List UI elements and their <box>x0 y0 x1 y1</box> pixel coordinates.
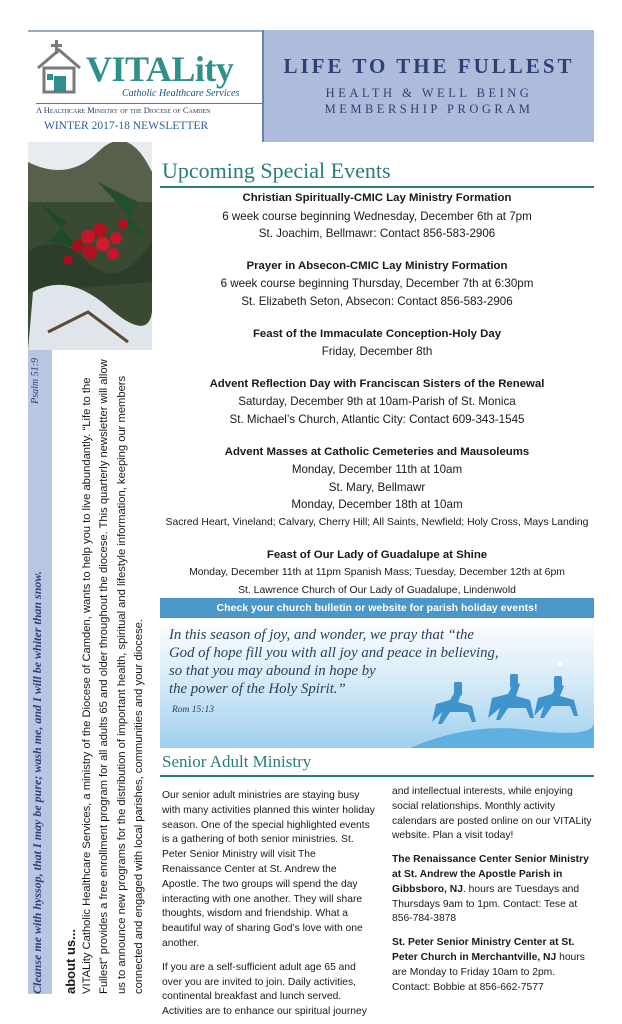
center-details: . hours are Tuesdays and Thursdays 9am to 1pm. Contact: Tese at 856-784-3878 <box>392 883 580 925</box>
event-line: St. Mary, Bellmawr <box>328 480 426 494</box>
logo <box>28 30 262 134</box>
event-item <box>160 258 594 311</box>
senior-paragraph: If you are a self-sufficient adult age 65 and over you are invited to join. Daily activities, continental breakfast and lunch served. Activities are to enhance our spiritual journey <box>162 961 367 1018</box>
event-line: St. Joachim, Bellmawr: Contact 856-583-2906 <box>258 227 496 241</box>
prayer-box <box>160 618 594 748</box>
center-name: St. Peter Senior Ministry Center at St. Peter Church in Merchantville, NJ <box>392 937 575 963</box>
subtitle-line-2: MEMBERSHIP PROGRAM <box>324 102 534 116</box>
event-line: St. Michael’s Church, Atlantic City: Contact 609-343-1545 <box>229 412 525 426</box>
logo-wordmark: VITALity <box>86 49 234 89</box>
center-name: The Renaissance Center Senior Ministry at St. Andrew the Apostle Parish in Gibbsboro, NJ <box>392 854 589 895</box>
event-title: Christian Spiritually-CMIC Lay Ministry Formation <box>242 192 512 204</box>
prayer-line: so that you may abound in hope by <box>169 663 376 679</box>
prayer-line: God of hope fill you with all joy and peace in believing, <box>169 645 499 661</box>
event-item <box>160 190 594 243</box>
senior-left-column <box>162 789 376 1024</box>
senior-paragraph: and intellectual interests, while enjoying social relationships. Monthly activity calendars are posted online on our VITALity website. Plan a visit today! <box>392 786 592 842</box>
event-line: Saturday, December 9th at 10am-Parish of St. Monica <box>238 395 516 409</box>
event-item <box>160 326 594 361</box>
newsletter-title: LIFE TO THE FULLEST <box>283 54 575 78</box>
event-item <box>160 547 594 600</box>
senior-right-column <box>392 785 594 1004</box>
center-info <box>392 853 594 927</box>
prayer-line: the power of the Holy Spirit.” <box>169 681 346 697</box>
prayer-text <box>169 626 569 698</box>
about-us-section <box>62 358 148 994</box>
event-line: Monday, December 11th at 10am <box>291 463 463 477</box>
issue-label: WINTER 2017-18 NEWSLETTER <box>44 120 209 132</box>
senior-divider <box>160 775 594 777</box>
newsletter-subtitle <box>264 85 594 117</box>
center-info <box>392 936 594 995</box>
title-panel <box>262 30 594 142</box>
event-title: Feast of the Immaculate Conception-Holy Day <box>252 327 502 340</box>
psalm-quote <box>30 358 48 994</box>
senior-heading: Senior Adult Ministry <box>162 752 312 771</box>
event-line: 6 week course beginning Thursday, December 7th at 6:30pm <box>220 277 534 291</box>
event-title: Prayer in Absecon-CMIC Lay Ministry Formation <box>246 259 508 272</box>
event-line: St. Lawrence Church of Our Lady of Guadalupe, Lindenwold <box>238 584 516 596</box>
event-title: Advent Reflection Day with Franciscan Sisters of the Renewal <box>209 377 545 390</box>
event-line: 6 week course beginning Wednesday, December 6th at 7pm <box>222 209 532 223</box>
logo-tagline: A Healthcare Ministry of the Diocese of Camden <box>36 103 262 115</box>
about-body: VITALity Catholic Healthcare Services, a ministry of the Diocese of Camden, wants to help you to live abundantly. “Life to the Fullest” provides a free enrollment program for all adults 65 and older throughout the diocese. This quarterly newsletter will allow us to announce new programs for the distribution of important health, spiritual and lifestyle information, keeping our members connected and engaged with local parishes, communities and your diocese. <box>81 359 145 994</box>
psalm-text: Cleanse me with hyssop, that I may be pure; wash me, and I will be whiter than snow. <box>30 571 44 994</box>
logo-subtitle: Catholic Healthcare Services <box>122 88 240 99</box>
church-house-icon <box>34 38 84 96</box>
event-line: Monday, December 18th at 10am <box>291 498 463 512</box>
center-details: hours are Monday to Friday 10am to 2pm. Contact: Bobbie at 856-662-7577 <box>392 951 585 993</box>
event-line: St. Elizabeth Seton, Absecon: Contact 856-583-2906 <box>241 294 513 308</box>
events-heading: Upcoming Special Events <box>162 158 391 183</box>
prayer-reference: Rom 15:13 <box>172 705 214 715</box>
event-line: Friday, December 8th <box>321 345 433 359</box>
event-title: Feast of Our Lady of Guadalupe at Shine <box>266 548 488 561</box>
holly-berries-photo <box>28 142 152 350</box>
psalm-reference: Psalm 51:9 <box>30 358 41 404</box>
about-title: about us... <box>63 929 78 994</box>
events-divider <box>160 186 594 188</box>
event-title: Advent Masses at Catholic Cemeteries and Mausoleums <box>224 445 530 458</box>
event-line: Monday, December 11th at 11pm Spanish Mass; Tuesday, December 12th at 6pm <box>189 567 565 579</box>
prayer-line: In this season of joy, and wonder, we pray that “the <box>169 627 474 643</box>
subtitle-line-1: HEALTH & WELL BEING <box>325 86 533 100</box>
event-line: Sacred Heart, Vineland; Calvary, Cherry Hill; All Saints, Newfield; Holy Cross, Mays Landing <box>165 516 589 528</box>
senior-paragraph: Our senior adult ministries are staying busy with many activities planned this winter holiday season. One of the special highlighted events is a gathering of both senior ministries. St. Peter Senior Ministry will visit The Renaissance Center at St. Andrew the Apostle. The two groups will spend the day interacting with one another. They will share thoughts, wisdom and friendship. What a beautiful way of sharing God’s love with one another. <box>162 790 375 949</box>
events-list <box>160 190 594 614</box>
parish-events-banner: Check your church bulletin or website for parish holiday events! <box>160 598 594 618</box>
event-item <box>160 376 594 429</box>
event-item <box>160 444 594 532</box>
